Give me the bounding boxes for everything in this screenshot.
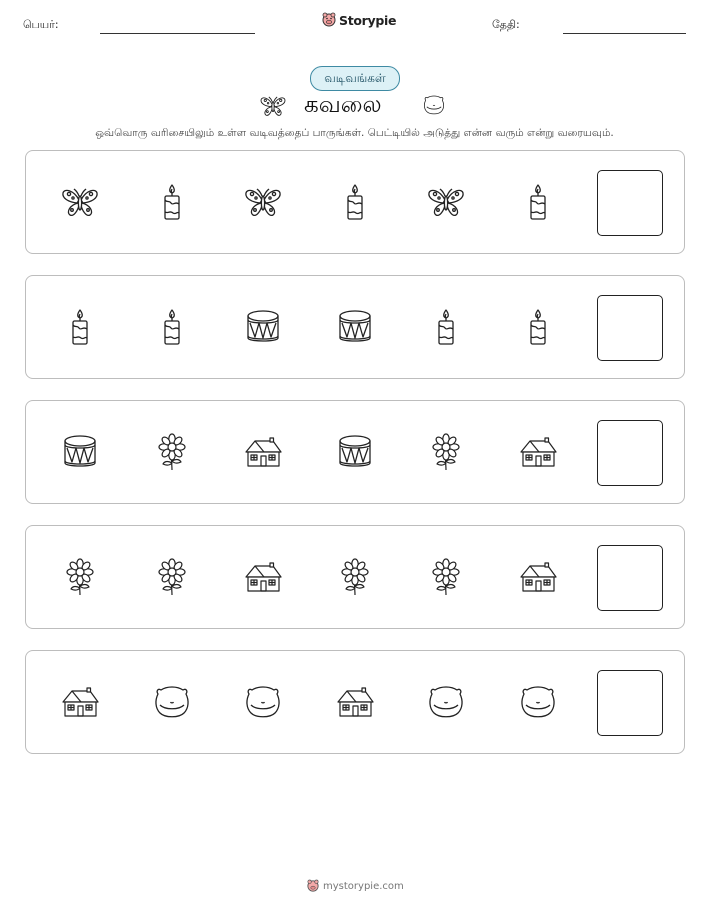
footer-url[interactable]: mystorypie.com	[323, 880, 404, 892]
page-title: கவலை	[304, 92, 382, 118]
pattern-row	[25, 150, 685, 254]
name-label: பெயர்:	[23, 18, 59, 31]
house-icon	[518, 557, 558, 597]
answer-box[interactable]	[597, 295, 663, 361]
candle-icon	[426, 307, 466, 347]
flower-icon	[426, 557, 466, 597]
face-icon	[243, 682, 283, 722]
flower-icon	[60, 557, 100, 597]
worksheet-header	[0, 12, 709, 42]
house-icon	[335, 682, 375, 722]
pattern-row	[25, 400, 685, 504]
house-icon	[518, 432, 558, 472]
flower-icon	[152, 557, 192, 597]
footer	[307, 879, 404, 893]
pig-mascot-icon	[322, 12, 336, 28]
drum-icon	[335, 307, 375, 347]
face-icon	[518, 682, 558, 722]
answer-box[interactable]	[597, 670, 663, 736]
date-label: தேதி:	[492, 18, 520, 31]
date-line[interactable]	[563, 33, 686, 34]
drum-icon	[335, 432, 375, 472]
drum-icon	[243, 307, 283, 347]
face-icon	[426, 682, 466, 722]
face-icon	[422, 91, 446, 119]
pig-mascot-icon	[307, 879, 319, 893]
candle-icon	[335, 182, 375, 222]
flower-icon	[152, 432, 192, 472]
candle-icon	[518, 182, 558, 222]
candle-icon	[152, 182, 192, 222]
butterfly-icon	[258, 92, 288, 120]
flower-icon	[335, 557, 375, 597]
answer-box[interactable]	[597, 420, 663, 486]
title-row	[0, 90, 709, 122]
pattern-row	[25, 275, 685, 379]
instructions: ஒவ்வொரு வரிசையிலும் உள்ள வடிவத்தைப் பாருங்கள். பெட்டியில் அடுத்து என்ன வரும் என்று வரையவும்.	[95, 127, 614, 139]
brand-logo	[322, 12, 396, 28]
flower-icon	[426, 432, 466, 472]
answer-box[interactable]	[597, 170, 663, 236]
pattern-row	[25, 525, 685, 629]
answer-box[interactable]	[597, 545, 663, 611]
category-badge: வடிவங்கள்	[310, 66, 400, 91]
drum-icon	[60, 432, 100, 472]
candle-icon	[152, 307, 192, 347]
name-line[interactable]	[100, 33, 255, 34]
candle-icon	[60, 307, 100, 347]
house-icon	[60, 682, 100, 722]
pattern-row	[25, 650, 685, 754]
candle-icon	[518, 307, 558, 347]
face-icon	[152, 682, 192, 722]
brand-name: Storypie	[339, 12, 397, 28]
butterfly-icon	[60, 182, 100, 222]
house-icon	[243, 432, 283, 472]
butterfly-icon	[243, 182, 283, 222]
butterfly-icon	[426, 182, 466, 222]
house-icon	[243, 557, 283, 597]
